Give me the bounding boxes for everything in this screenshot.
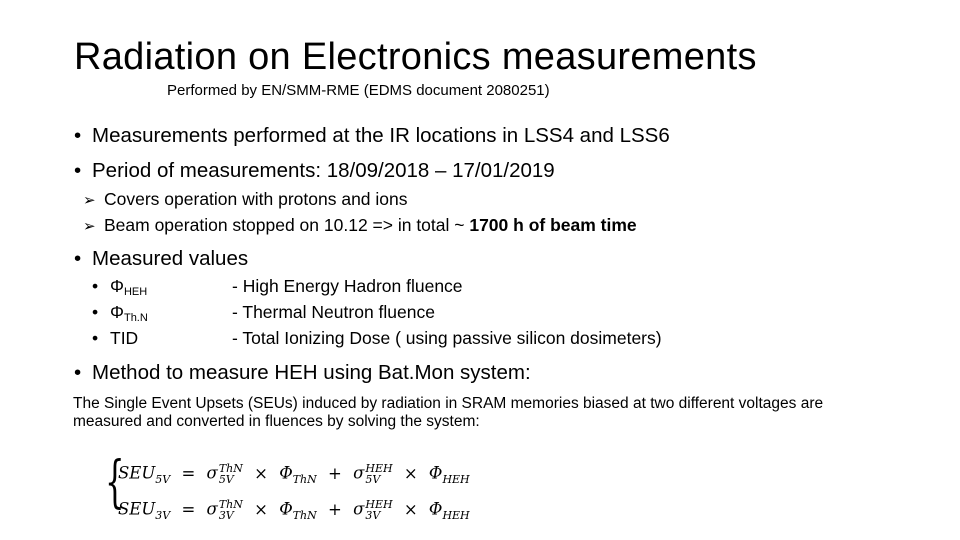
bullet-text: Measured values xyxy=(92,247,249,270)
measure-desc: - Thermal Neutron fluence xyxy=(232,302,435,322)
subbullet-text: Beam operation stopped on 10.12 => in total ~ xyxy=(104,215,470,235)
bullet-marker: • xyxy=(74,247,82,270)
bullet-marker: • xyxy=(92,328,99,348)
arrow-bullet-icon: ➢ xyxy=(83,192,96,209)
measure-thn xyxy=(92,302,435,324)
subbullet-covers xyxy=(83,189,408,210)
arrow-bullet-icon: ➢ xyxy=(83,218,96,235)
bullet-measured-values xyxy=(74,247,248,271)
bullet-marker: • xyxy=(92,302,99,322)
system-brace: { xyxy=(105,450,125,515)
bullet-marker: • xyxy=(92,276,99,296)
beam-time-highlight: 1700 h of beam time xyxy=(469,215,637,235)
bullet-method xyxy=(74,361,531,385)
measure-desc: - Total Ionizing Dose ( using passive silicon dosimeters) xyxy=(232,328,662,348)
phi-thn-symbol: $\Phi_{Th.N}$ xyxy=(110,302,148,324)
measure-desc: - High Energy Hadron fluence xyxy=(232,276,463,296)
tid-symbol: TID xyxy=(110,328,139,348)
bullet-text: Method to measure HEH using Bat.Mon system: xyxy=(92,361,531,384)
bullet-marker: • xyxy=(74,124,82,147)
subbullet-text: Covers operation with protons and ions xyxy=(104,189,408,209)
equation-3v: $SEU_{3V} = \sigma$ ThN 3V × $\Phi_{ThN} + \sigma$ HEH 3V × $\Phi_{HEH}$ xyxy=(118,498,470,522)
slide-title: Radiation on Electronics measurements xyxy=(74,36,757,78)
subbullet-beam-stopped xyxy=(83,215,637,236)
seu-paragraph: The Single Event Upsets (SEUs) induced by radiation in SRAM memories biased at two different voltages are measured and converted in fluences by solving the system: xyxy=(73,395,824,430)
equation-5v: $SEU_{5V} = \sigma$ ThN 5V × $\Phi_{ThN} + \sigma$ HEH 5V × $\Phi_{HEH}$ xyxy=(118,462,470,486)
bullet-period xyxy=(74,159,555,183)
bullet-text: Measurements performed at the IR locations in LSS4 and LSS6 xyxy=(92,124,670,147)
phi-heh-symbol: $\Phi_{HEH}$ xyxy=(110,276,148,298)
measure-tid xyxy=(92,328,662,349)
measure-heh xyxy=(92,276,463,298)
slide-subtitle: Performed by EN/SMM-RME (EDMS document 2080251) xyxy=(167,82,550,99)
bullet-ir-locations xyxy=(74,124,670,148)
bullet-marker: • xyxy=(74,159,82,182)
bullet-marker: • xyxy=(74,361,82,384)
bullet-text: Period of measurements: 18/09/2018 – 17/01/2019 xyxy=(92,159,555,182)
